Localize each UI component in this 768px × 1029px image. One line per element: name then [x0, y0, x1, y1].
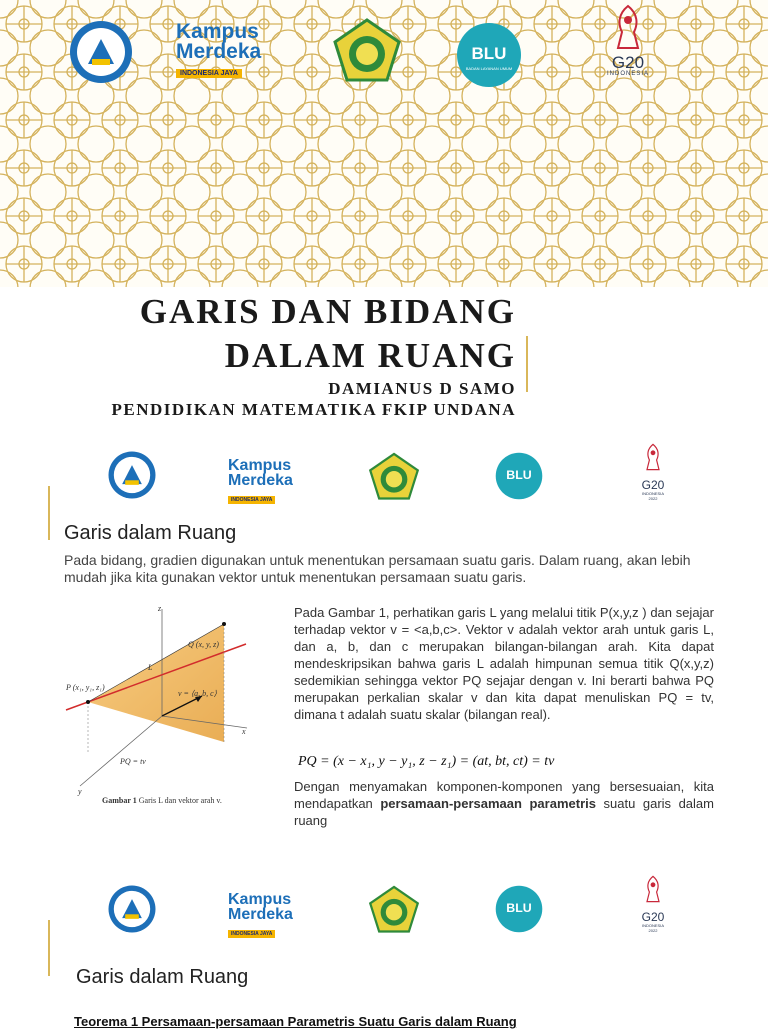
gold-accent-line	[526, 336, 528, 392]
parametric-formula: PQ = (x − x₁, y − y₁, z − z₁) = (at, bt, ct) = tv	[298, 754, 555, 769]
slide2-body: Pada Gambar 1, perhatikan garis L yang melalui titik P(x,y,z ) dan sejajar terhadap vektor v = <a,b,c>. Vektor v adalah vektor arah untuk garis L, dan a, b, dan c merupakan bilangan-bilangan arah. Kita dapat mendeskripsikan bahwa garis L adalah himpunan semua titik Q(x,y,z) sedemikian sehingga vektor PQ sejajar dengan v. Ini berarti bahwa PQ merupakan perkalian skalar v dan kita dapat menuliskan PQ = tv, dimana t adalah suatu skalar (bilangan real).	[294, 605, 714, 722]
gold-accent-line	[48, 920, 50, 976]
blu-logo	[456, 22, 522, 93]
slide2-logo-row	[0, 440, 768, 510]
slide-divider	[0, 424, 768, 430]
author: DAMIANUS D SAMO	[328, 379, 516, 398]
tut-wuri-logo	[107, 884, 157, 939]
svg-text:BLU: BLU	[506, 467, 532, 482]
title-block	[112, 290, 516, 420]
title-line-2: DALAM RUANG	[224, 336, 516, 375]
svg-text:BLU: BLU	[506, 900, 532, 915]
gold-accent-line	[48, 486, 50, 540]
label-v: v = ⟨a, b, c⟩	[178, 689, 217, 698]
figure-line-vector	[62, 604, 270, 810]
undana-logo	[332, 18, 402, 89]
label-P: P (x₁, y₁, z₁)	[66, 683, 105, 692]
svg-text:BLU: BLU	[471, 44, 507, 63]
slide3-heading: Garis dalam Ruang	[76, 966, 249, 988]
label-x: x	[242, 727, 246, 736]
figure-caption: Gambar 1 Garis L dan vektor arah v.	[102, 796, 222, 805]
label-L: L	[148, 663, 153, 672]
svg-text:BADAN LAYANAN UMUM: BADAN LAYANAN UMUM	[465, 66, 513, 71]
blu-logo	[495, 452, 543, 505]
label-y: y	[78, 787, 82, 796]
theorem-title: Teorema 1 Persamaan-persamaan Parametris Suatu Garis dalam Ruang	[74, 1014, 517, 1029]
blu-logo	[495, 885, 543, 938]
tut-wuri-logo	[68, 19, 134, 90]
slide2-heading: Garis dalam Ruang	[64, 522, 237, 544]
kampus-merdeka-logo: Kampus Merdeka INDONESIA JAYA	[228, 457, 293, 503]
affiliation: PENDIDIKAN MATEMATIKA FKIP UNDANA	[111, 400, 516, 419]
label-z: z	[158, 604, 162, 613]
kampus-merdeka-logo: Kampus Merdeka INDONESIA JAYA	[176, 20, 262, 77]
title-line-1: GARIS DAN BIDANG	[139, 292, 516, 331]
undana-logo	[368, 452, 420, 507]
slide3-logo-row	[0, 870, 768, 940]
label-pq: PQ = tv	[120, 757, 146, 766]
undana-logo	[368, 885, 420, 940]
slide2-intro: Pada bidang, gradien digunakan untuk menentukan persamaan suatu garis. Dalam ruang, akan lebih mudah jika kita gunakan vektor untuk menentukan persamaan suatu garis.	[64, 552, 691, 585]
slide2-after: Dengan menyamakan komponen-komponen yang bersesuaian, kita mendapatkan persamaan-persamaan parametris suatu garis dalam ruang	[294, 779, 714, 828]
g20-logo: G20 INDONESIA 2022	[636, 872, 670, 933]
kampus-merdeka-logo: Kampus Merdeka INDONESIA JAYA	[228, 891, 293, 937]
top-logo-row	[0, 0, 768, 100]
g20-logo: G20 INDONESIA	[598, 4, 658, 77]
tut-wuri-logo	[107, 450, 157, 505]
g20-logo: G20 INDONESIA 2022	[636, 440, 670, 501]
label-Q: Q (x, y, z)	[188, 640, 219, 649]
